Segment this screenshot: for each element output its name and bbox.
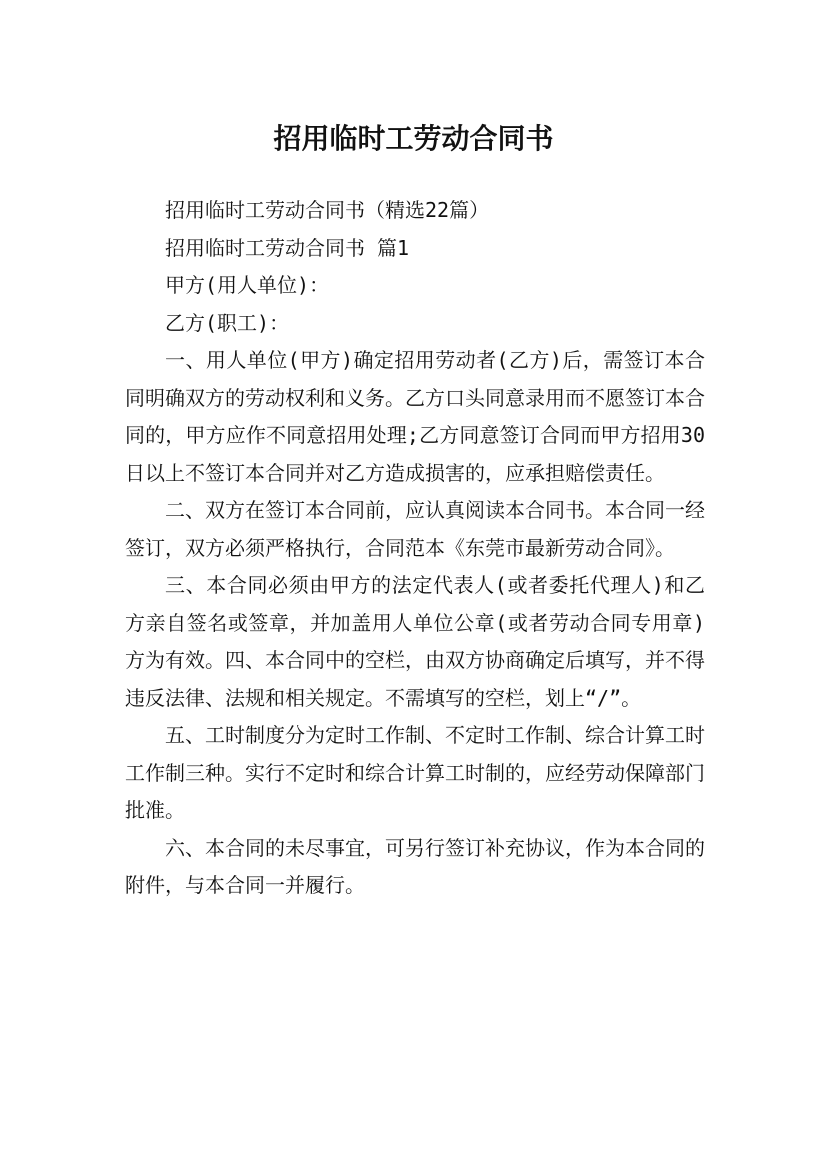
document-body [125,192,705,905]
paragraph-clause-3: 三、本合同必须由甲方的法定代表人(或者委托代理人)和乙方亲自签名或签章，并加盖用人单位公章(或者劳动合同专用章)方为有效。四、本合同中的空栏，由双方协商确定后填写，并不得违反法律、法规和相关规定。不需填写的空栏，划上“/”。 [125,573,705,710]
paragraph-party-a: 甲方(用人单位)： [165,273,330,297]
paragraph-section-heading: 招用临时工劳动合同书 篇1 [165,235,410,260]
document-title: 招用临时工劳动合同书 [273,121,554,155]
paragraph-party-b: 乙方(职工)： [165,310,290,335]
paragraph-clause-5: 五、工时制度分为定时工作制、不定时工作制、综合计算工时工作制三种。实行不定时和综合计算工时制的，应经劳动保障部门批准。 [125,723,705,822]
paragraph-clause-2: 二、双方在签订本合同前，应认真阅读本合同书。本合同一经签订，双方必须严格执行，合同范本《东莞市最新劳动合同》。 [125,498,705,560]
paragraph-subtitle: 招用临时工劳动合同书（精选22篇） [165,198,490,222]
paragraph-clause-6: 六、本合同的未尽事宜，可另行签订补充协议，作为本合同的附件，与本合同一并履行。 [125,835,705,897]
paragraph-clause-1: 一、用人单位(甲方)确定招用劳动者(乙方)后，需签订本合同明确双方的劳动权利和义务。乙方口头同意录用而不愿签订本合同的，甲方应作不同意招用处理;乙方同意签订合同而甲方招用30日以上不签订本合同并对乙方造成损害的，应承担赔偿责任。 [125,348,705,485]
